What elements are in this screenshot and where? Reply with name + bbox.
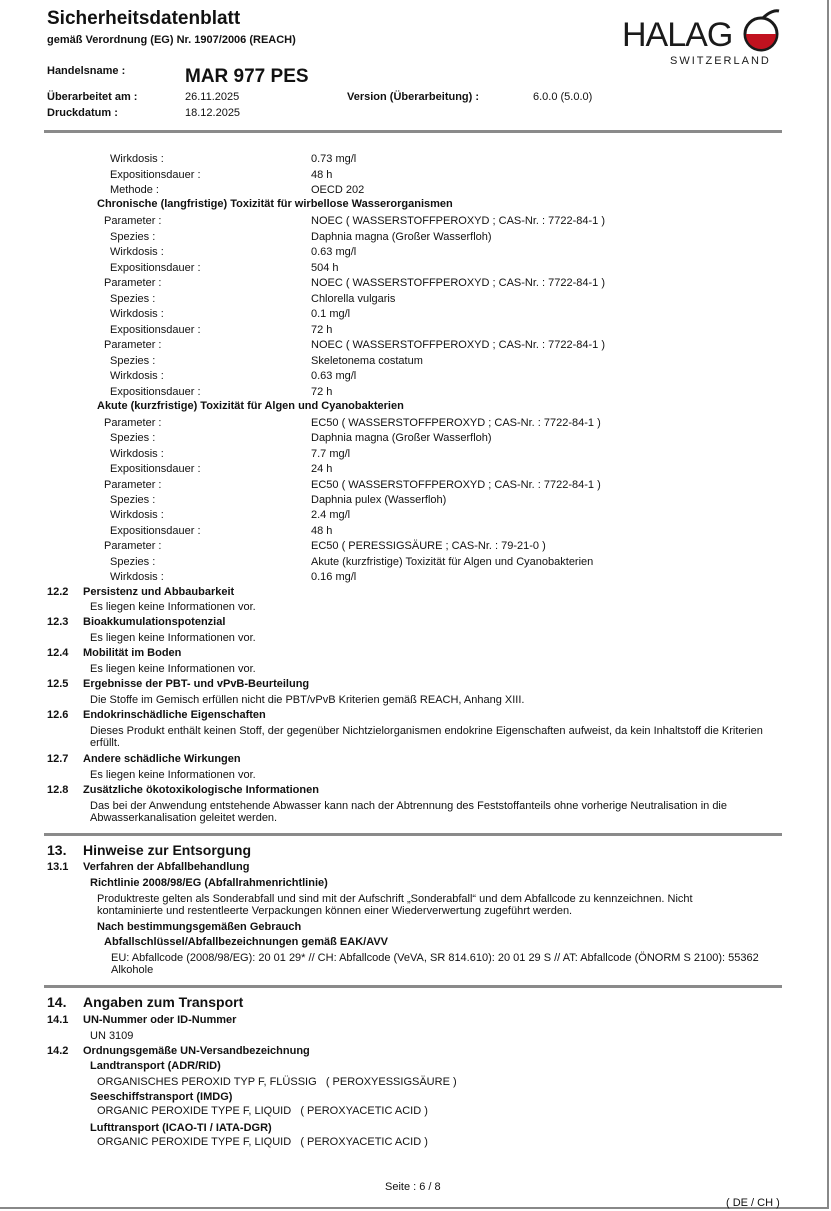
land-transport-label: Landtransport (ADR/RID) [90, 1060, 221, 1072]
revised-label: Überarbeitet am : [47, 91, 138, 103]
field-value: 48 h [311, 169, 333, 181]
field-label: Wirkdosis : [110, 246, 164, 258]
use-heading: Nach bestimmungsgemäßen Gebrauch [97, 921, 302, 933]
field-label: Parameter : [104, 339, 162, 351]
version-value: 6.0.0 (5.0.0) [533, 91, 593, 103]
field-label: Parameter : [104, 479, 162, 491]
logo-brand: HALAG [622, 16, 733, 54]
section-title: Mobilität im Boden [83, 647, 182, 659]
page-number: Seite : 6 / 8 [385, 1181, 441, 1193]
section-text: Es liegen keine Informationen vor. [90, 632, 256, 644]
field-value: 0.63 mg/l [311, 370, 357, 382]
field-value: 72 h [311, 386, 333, 398]
field-label: Parameter : [104, 540, 162, 552]
section-title: Ordnungsgemäße UN-Versandbezeichnung [83, 1045, 310, 1057]
print-label: Druckdatum : [47, 107, 118, 119]
section-title: Persistenz und Abbaubarkeit [83, 586, 235, 598]
revised-date: 26.11.2025 [185, 91, 240, 103]
field-value: NOEC ( WASSERSTOFFPEROXYD ; CAS-Nr. : 7722-84-1 ) [311, 339, 606, 351]
section-number: 12.5 [47, 678, 69, 690]
field-value: NOEC ( WASSERSTOFFPEROXYD ; CAS-Nr. : 7722-84-1 ) [311, 277, 606, 289]
field-value: 0.73 mg/l [311, 153, 357, 165]
field-value: 504 h [311, 262, 339, 274]
field-value: Chlorella vulgaris [311, 293, 396, 305]
air-transport-value: ORGANIC PEROXIDE TYPE F, LIQUID ( PEROXYACETIC ACID ) [97, 1136, 428, 1148]
logo-subtitle: SWITZERLAND [670, 55, 771, 67]
field-label: Parameter : [104, 417, 162, 429]
document-title: Sicherheitsdatenblatt [47, 8, 241, 29]
chapter-title: Angaben zum Transport [83, 994, 244, 1010]
section-divider [44, 833, 782, 836]
field-value: 72 h [311, 324, 333, 336]
field-label: Wirkdosis : [110, 509, 164, 521]
field-label: Expositionsdauer : [110, 169, 201, 181]
field-value: EC50 ( WASSERSTOFFPEROXYD ; CAS-Nr. : 7722-84-1 ) [311, 417, 601, 429]
halag-logo [618, 8, 784, 70]
chronic-toxicity-heading: Chronische (langfristige) Toxizität für wirbellose Wasserorganismen [97, 198, 453, 210]
field-label: Spezies : [110, 231, 156, 243]
waste-key-text: EU: Abfallcode (2008/98/EG): 20 01 29* // CH: Abfallcode (VeVA, SR 814.610): 20 01 29 S // AT: Abfallcode (ÖNORM S 2100): 55362 Alkohole [111, 952, 759, 976]
chapter-number: 13. [47, 842, 67, 858]
directive-text: Produktreste gelten als Sonderabfall und sind mit der Aufschrift „Sonderabfall“ und dem Abfallcode zu kennzeichnen. Nicht kontaminierte und restentleerte Verpackungen können einer Wiederverwertung zugeführt werden. [97, 893, 693, 917]
field-label: Wirkdosis : [110, 571, 164, 583]
field-value: 0.16 mg/l [311, 571, 357, 583]
field-label: Wirkdosis : [110, 448, 164, 460]
section-text: Die Stoffe im Gemisch erfüllen nicht die PBT/vPvB Kriterien gemäß REACH, Anhang XIII. [90, 694, 525, 706]
field-value: 0.63 mg/l [311, 246, 357, 258]
section-title: Zusätzliche ökotoxikologische Informationen [83, 784, 319, 796]
waste-key-heading: Abfallschlüssel/Abfallbezeichnungen gemäß EAK/AVV [104, 936, 389, 948]
directive-heading: Richtlinie 2008/98/EG (Abfallrahmenrichtlinie) [90, 877, 328, 889]
un-number: UN 3109 [90, 1030, 134, 1042]
section-text: Dieses Produkt enthält keinen Stoff, der gegenüber Nichtzielorganismen endokrine Eigenschaften aufweist, da kein Inhaltstoff die Kriterien erfüllt. [90, 725, 763, 749]
field-value: EC50 ( PERESSIGSÄURE ; CAS-Nr. : 79-21-0 ) [311, 540, 546, 552]
field-value: Daphnia magna (Großer Wasserfloh) [311, 231, 492, 243]
section-text: Es liegen keine Informationen vor. [90, 769, 256, 781]
section-number: 12.3 [47, 616, 69, 628]
land-transport-value: ORGANISCHES PEROXID TYP F, FLÜSSIG ( PEROXYESSIGSÄURE ) [97, 1076, 457, 1088]
chapter-number: 14. [47, 994, 67, 1010]
field-value: 48 h [311, 525, 333, 537]
document-subtitle: gemäß Verordnung (EG) Nr. 1907/2006 (REACH) [47, 34, 296, 46]
field-value: 0.1 mg/l [311, 308, 351, 320]
section-number: 12.8 [47, 784, 69, 796]
section-number: 14.2 [47, 1045, 69, 1057]
field-label: Wirkdosis : [110, 370, 164, 382]
field-label: Parameter : [104, 215, 162, 227]
field-label: Spezies : [110, 432, 156, 444]
field-label: Wirkdosis : [110, 153, 164, 165]
sea-transport-value: ORGANIC PEROXIDE TYPE F, LIQUID ( PEROXYACETIC ACID ) [97, 1105, 428, 1117]
chapter-title: Hinweise zur Entsorgung [83, 842, 252, 858]
field-label: Expositionsdauer : [110, 262, 201, 274]
section-divider [44, 985, 782, 988]
field-value: Skeletonema costatum [311, 355, 423, 367]
field-label: Spezies : [110, 293, 156, 305]
section-title: Endokrinschädliche Eigenschaften [83, 709, 266, 721]
section-title: UN-Nummer oder ID-Nummer [83, 1014, 237, 1026]
header-divider [44, 130, 782, 133]
field-label: Expositionsdauer : [110, 324, 201, 336]
print-date: 18.12.2025 [185, 107, 241, 119]
section-text: Es liegen keine Informationen vor. [90, 601, 256, 613]
field-label: Wirkdosis : [110, 308, 164, 320]
field-value: Daphnia pulex (Wasserfloh) [311, 494, 447, 506]
section-title: Andere schädliche Wirkungen [83, 753, 241, 765]
field-label: Spezies : [110, 355, 156, 367]
section-number: 12.7 [47, 753, 69, 765]
field-value: Akute (kurzfristige) Toxizität für Algen und Cyanobakterien [311, 556, 594, 568]
section-number: 13.1 [47, 861, 69, 873]
field-value: Daphnia magna (Großer Wasserfloh) [311, 432, 492, 444]
field-value: NOEC ( WASSERSTOFFPEROXYD ; CAS-Nr. : 7722-84-1 ) [311, 215, 606, 227]
field-label: Expositionsdauer : [110, 525, 201, 537]
field-label: Expositionsdauer : [110, 386, 201, 398]
section-title: Ergebnisse der PBT- und vPvB-Beurteilung [83, 678, 310, 690]
trade-name: MAR 977 PES [185, 66, 309, 87]
section-title: Verfahren der Abfallbehandlung [83, 861, 250, 873]
section-number: 12.2 [47, 586, 69, 598]
version-label: Version (Überarbeitung) : [347, 91, 480, 103]
field-label: Parameter : [104, 277, 162, 289]
field-value: EC50 ( WASSERSTOFFPEROXYD ; CAS-Nr. : 7722-84-1 ) [311, 479, 601, 491]
field-value: OECD 202 [311, 184, 365, 196]
field-label: Expositionsdauer : [110, 463, 201, 475]
field-label: Spezies : [110, 556, 156, 568]
section-text: Das bei der Anwendung entstehende Abwasser kann nach der Abtrennung des Feststoffanteils ohne vorherige Neutralisation in die Abwasserkanalisation geleitet werden. [90, 800, 727, 824]
trade-name-label: Handelsname : [47, 65, 126, 77]
section-number: 12.4 [47, 647, 69, 659]
locale-indicator: ( DE / CH ) [726, 1197, 780, 1209]
acute-toxicity-heading: Akute (kurzfristige) Toxizität für Algen und Cyanobakterien [97, 400, 404, 412]
field-value: 2.4 mg/l [311, 509, 351, 521]
field-value: 24 h [311, 463, 333, 475]
section-number: 12.6 [47, 709, 69, 721]
air-transport-label: Lufttransport (ICAO-TI / IATA-DGR) [90, 1122, 272, 1134]
section-number: 14.1 [47, 1014, 69, 1026]
flask-icon [741, 8, 781, 54]
field-label: Methode : [110, 184, 159, 196]
field-value: 7.7 mg/l [311, 448, 351, 460]
sea-transport-label: Seeschiffstransport (IMDG) [90, 1091, 233, 1103]
section-title: Bioakkumulationspotenzial [83, 616, 226, 628]
section-text: Es liegen keine Informationen vor. [90, 663, 256, 675]
field-label: Spezies : [110, 494, 156, 506]
